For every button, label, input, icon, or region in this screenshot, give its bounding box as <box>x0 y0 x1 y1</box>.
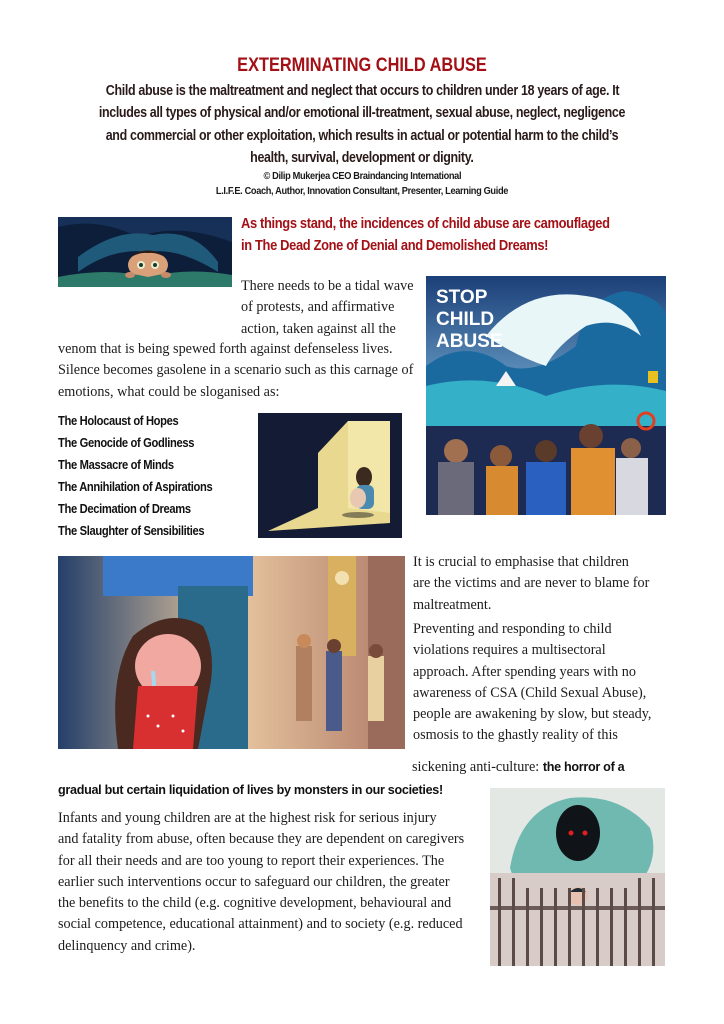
paragraph-line: approach. After spending years with no <box>413 663 636 680</box>
author-roles <box>0 185 724 197</box>
tidal-wave-image <box>426 276 666 515</box>
slogan-item: The Slaughter of Sensibilities <box>58 523 205 538</box>
paragraph-line-plain: sickening anti-culture: <box>412 759 543 775</box>
headline <box>241 213 681 257</box>
paragraph-line: Silence becomes gasolene in a scenario such as this carnage of <box>58 362 414 379</box>
paragraph-line: the benefits to the child (e.g. cognitive development, behavioural and <box>58 895 452 912</box>
paragraph-line: emotions, what could be sloganised as: <box>58 383 280 400</box>
author-credit <box>0 170 724 182</box>
paragraph-line: osmosis to the ghastly reality of this <box>413 727 618 744</box>
paragraph-line: Infants and young children are at the highest risk for serious injury <box>58 810 437 826</box>
paragraph-3 <box>413 619 651 747</box>
paragraph-line: earlier such interventions occur to safeguard our children, the greater <box>58 873 450 890</box>
emphasis-continuation <box>58 780 443 801</box>
intro-line: and commercial or other exploitation, which results in actual or potential harm to the child’s <box>105 127 619 144</box>
paragraph-line: Preventing and responding to child <box>413 621 612 637</box>
tidal-wave-text-line: ABUSE <box>436 331 503 352</box>
paragraph-line: It is crucial to emphasise that children <box>413 554 629 570</box>
intro-text <box>40 80 684 169</box>
emphasis-text: gradual but certain liquidation of lives by monsters in our societies! <box>58 783 443 797</box>
intro-line: Child abuse is the maltreatment and neglect that occurs to children under 18 years of age. It <box>105 83 619 99</box>
author-name: © Dilip Mukerjea CEO Braindancing International <box>263 170 461 182</box>
paragraph-line: for all their needs and are too young to report their experiences. The <box>58 852 445 869</box>
emphasis-text: the horror of a <box>542 760 625 774</box>
paragraph-line: action, taken against all the <box>241 320 396 337</box>
author-titles: L.I.F.E. Coach, Author, Innovation Consultant, Presenter, Learning Guide <box>215 185 509 197</box>
page-title: EXTERMINATING CHILD ABUSE <box>237 55 487 76</box>
hiding-child-image <box>58 217 232 287</box>
paragraph-line: people are awakening by slow, but steady, <box>413 706 652 723</box>
girl-in-light-image <box>258 413 402 538</box>
paragraph-line: maltreatment. <box>413 596 492 613</box>
slogan-item: The Massacre of Minds <box>58 457 174 472</box>
paragraph-4 <box>58 808 464 957</box>
paragraph-line: awareness of CSA (Child Sexual Abuse), <box>413 684 647 701</box>
paragraph-line: social competence, educational attainment) and to society (e.g. reduced <box>58 916 463 933</box>
slogan-item: The Decimation of Dreams <box>58 501 191 516</box>
paragraph-line: and fatality from abuse, often because they are dependent on caregivers <box>58 831 465 848</box>
slogan-item: The Genocide of Godliness <box>58 435 195 450</box>
slogan-item: The Holocaust of Hopes <box>58 413 179 428</box>
crib-shadow-image <box>490 788 665 966</box>
paragraph-1-wrap-top <box>241 276 414 340</box>
slogan-item: The Annihilation of Aspirations <box>58 479 213 494</box>
paragraph-line: delinquency and crime). <box>58 937 196 954</box>
paragraph-2 <box>413 552 649 616</box>
tidal-wave-text-line: CHILD <box>436 309 495 330</box>
headline-line: As things stand, the incidences of child abuse are camouflaged <box>241 215 610 232</box>
crying-girl-image <box>58 556 405 749</box>
paragraph-3-last-line <box>412 757 624 778</box>
headline-line: in The Dead Zone of Denial and Demolished Dreams! <box>241 237 549 254</box>
paragraph-line: violations requires a multisectoral <box>413 642 606 659</box>
paragraph-1 <box>58 339 413 403</box>
paragraph-line: are the victims and are never to blame for <box>413 575 650 592</box>
slogan-list <box>58 410 237 542</box>
paragraph-line: There needs to be a tidal wave <box>241 278 414 294</box>
intro-line: includes all types of physical and/or emotional ill-treatment, sexual abuse, neglect, negligence <box>98 105 626 122</box>
paragraph-line: of protests, and affirmative <box>241 299 395 316</box>
intro-line: health, survival, development or dignity. <box>250 149 474 166</box>
tidal-wave-text-line: STOP <box>436 287 488 308</box>
paragraph-line: venom that is being spewed forth against defenseless lives. <box>58 341 393 357</box>
